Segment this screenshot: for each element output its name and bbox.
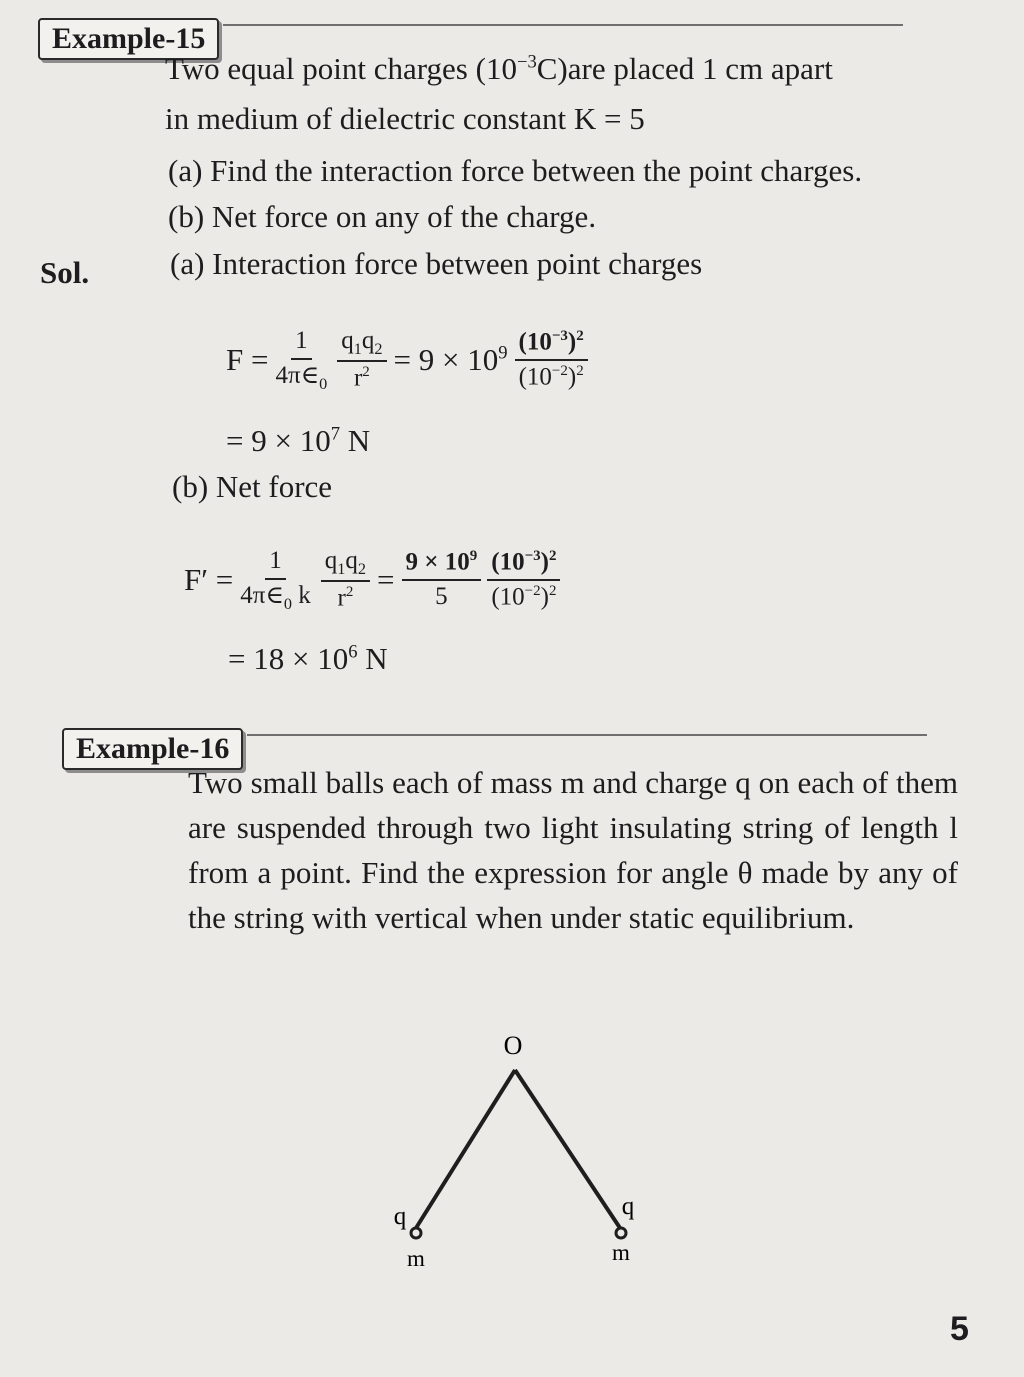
suspended-charges-diagram [370,1020,670,1290]
right-mass-label: m [612,1240,630,1265]
fraction-numeric-values: $\frac{(10^{-3})^2}{(10^{-2})^2}$ [487,548,560,612]
example-15-line2: in medium of dielectric constant K = 5 [165,101,645,136]
right-charge-label: q [621,1193,635,1220]
result-net-force: = $18 \times 10^6$ N [228,641,388,676]
solution-label: Sol. [40,255,90,290]
left-string [416,1070,515,1228]
right-ball [616,1228,626,1238]
example-16-title: Example-16 [62,728,243,770]
example-15-part-a: (a) Find the interaction force between the point charges. [168,153,863,188]
equation-force: F = $\frac{1}{4\pi\in_0}$ $\frac{q_1q_2}{r^2}$ = $9 \times 10^9$ $\frac{(10^{-3})^2}{(10^{-2})^2}$ [226,300,591,420]
heading-rule [223,24,903,26]
left-charge-label: q [393,1203,407,1230]
page-number: 5 [950,1310,969,1348]
example-16-text: Two small balls each of mass m and charge q on each of them are suspended through two light insulating string of length l from a point. Find the expression for angle θ made by any of the string with vertical when under static equilibrium. [188,765,958,935]
solution-part-a-label: (a) Interaction force between point charges [170,246,703,281]
example-15-part-b: (b) Net force on any of the charge. [168,199,597,234]
fraction-charges-over-r2: $\frac{q_1q_2}{r^2}$ [321,547,370,614]
pivot-label: O [503,1031,523,1060]
fraction-coulomb-constant-k: $\frac{1}{4\pi\in_0 k}$ [240,546,311,613]
fraction-charges-over-r2: $\frac{q_1q_2}{r^2}$ [337,327,386,394]
solution-part-b-label: (b) Net force [172,469,333,504]
right-string [515,1070,620,1228]
example-15-line1: Two equal point charges $(10^{-3}C)are$ placed 1 cm apart [165,51,833,86]
fraction-coulomb-constant: $\frac{1}{4\pi\in_0}$ [275,326,328,393]
equation-net-force: F′ = $\frac{1}{4\pi\in_0 k}$ $\frac{q_1q_2}{r^2}$ = $\frac{9 \times 10^9}{5}$ $\frac{(10^{-3})^2}{(10^{-2})^2}$ [184,520,563,640]
fraction-constant-over-k: $\frac{9 \times 10^9}{5}$ [402,548,482,612]
fraction-numeric-values: $\frac{(10^{-3})^2}{(10^{-2})^2}$ [515,328,588,392]
example-15-title: Example-15 [38,18,219,60]
heading-rule [247,734,927,736]
left-ball [411,1228,421,1238]
left-mass-label: m [407,1246,425,1271]
result-force: = $9 \times 10^7$ N [226,423,371,458]
